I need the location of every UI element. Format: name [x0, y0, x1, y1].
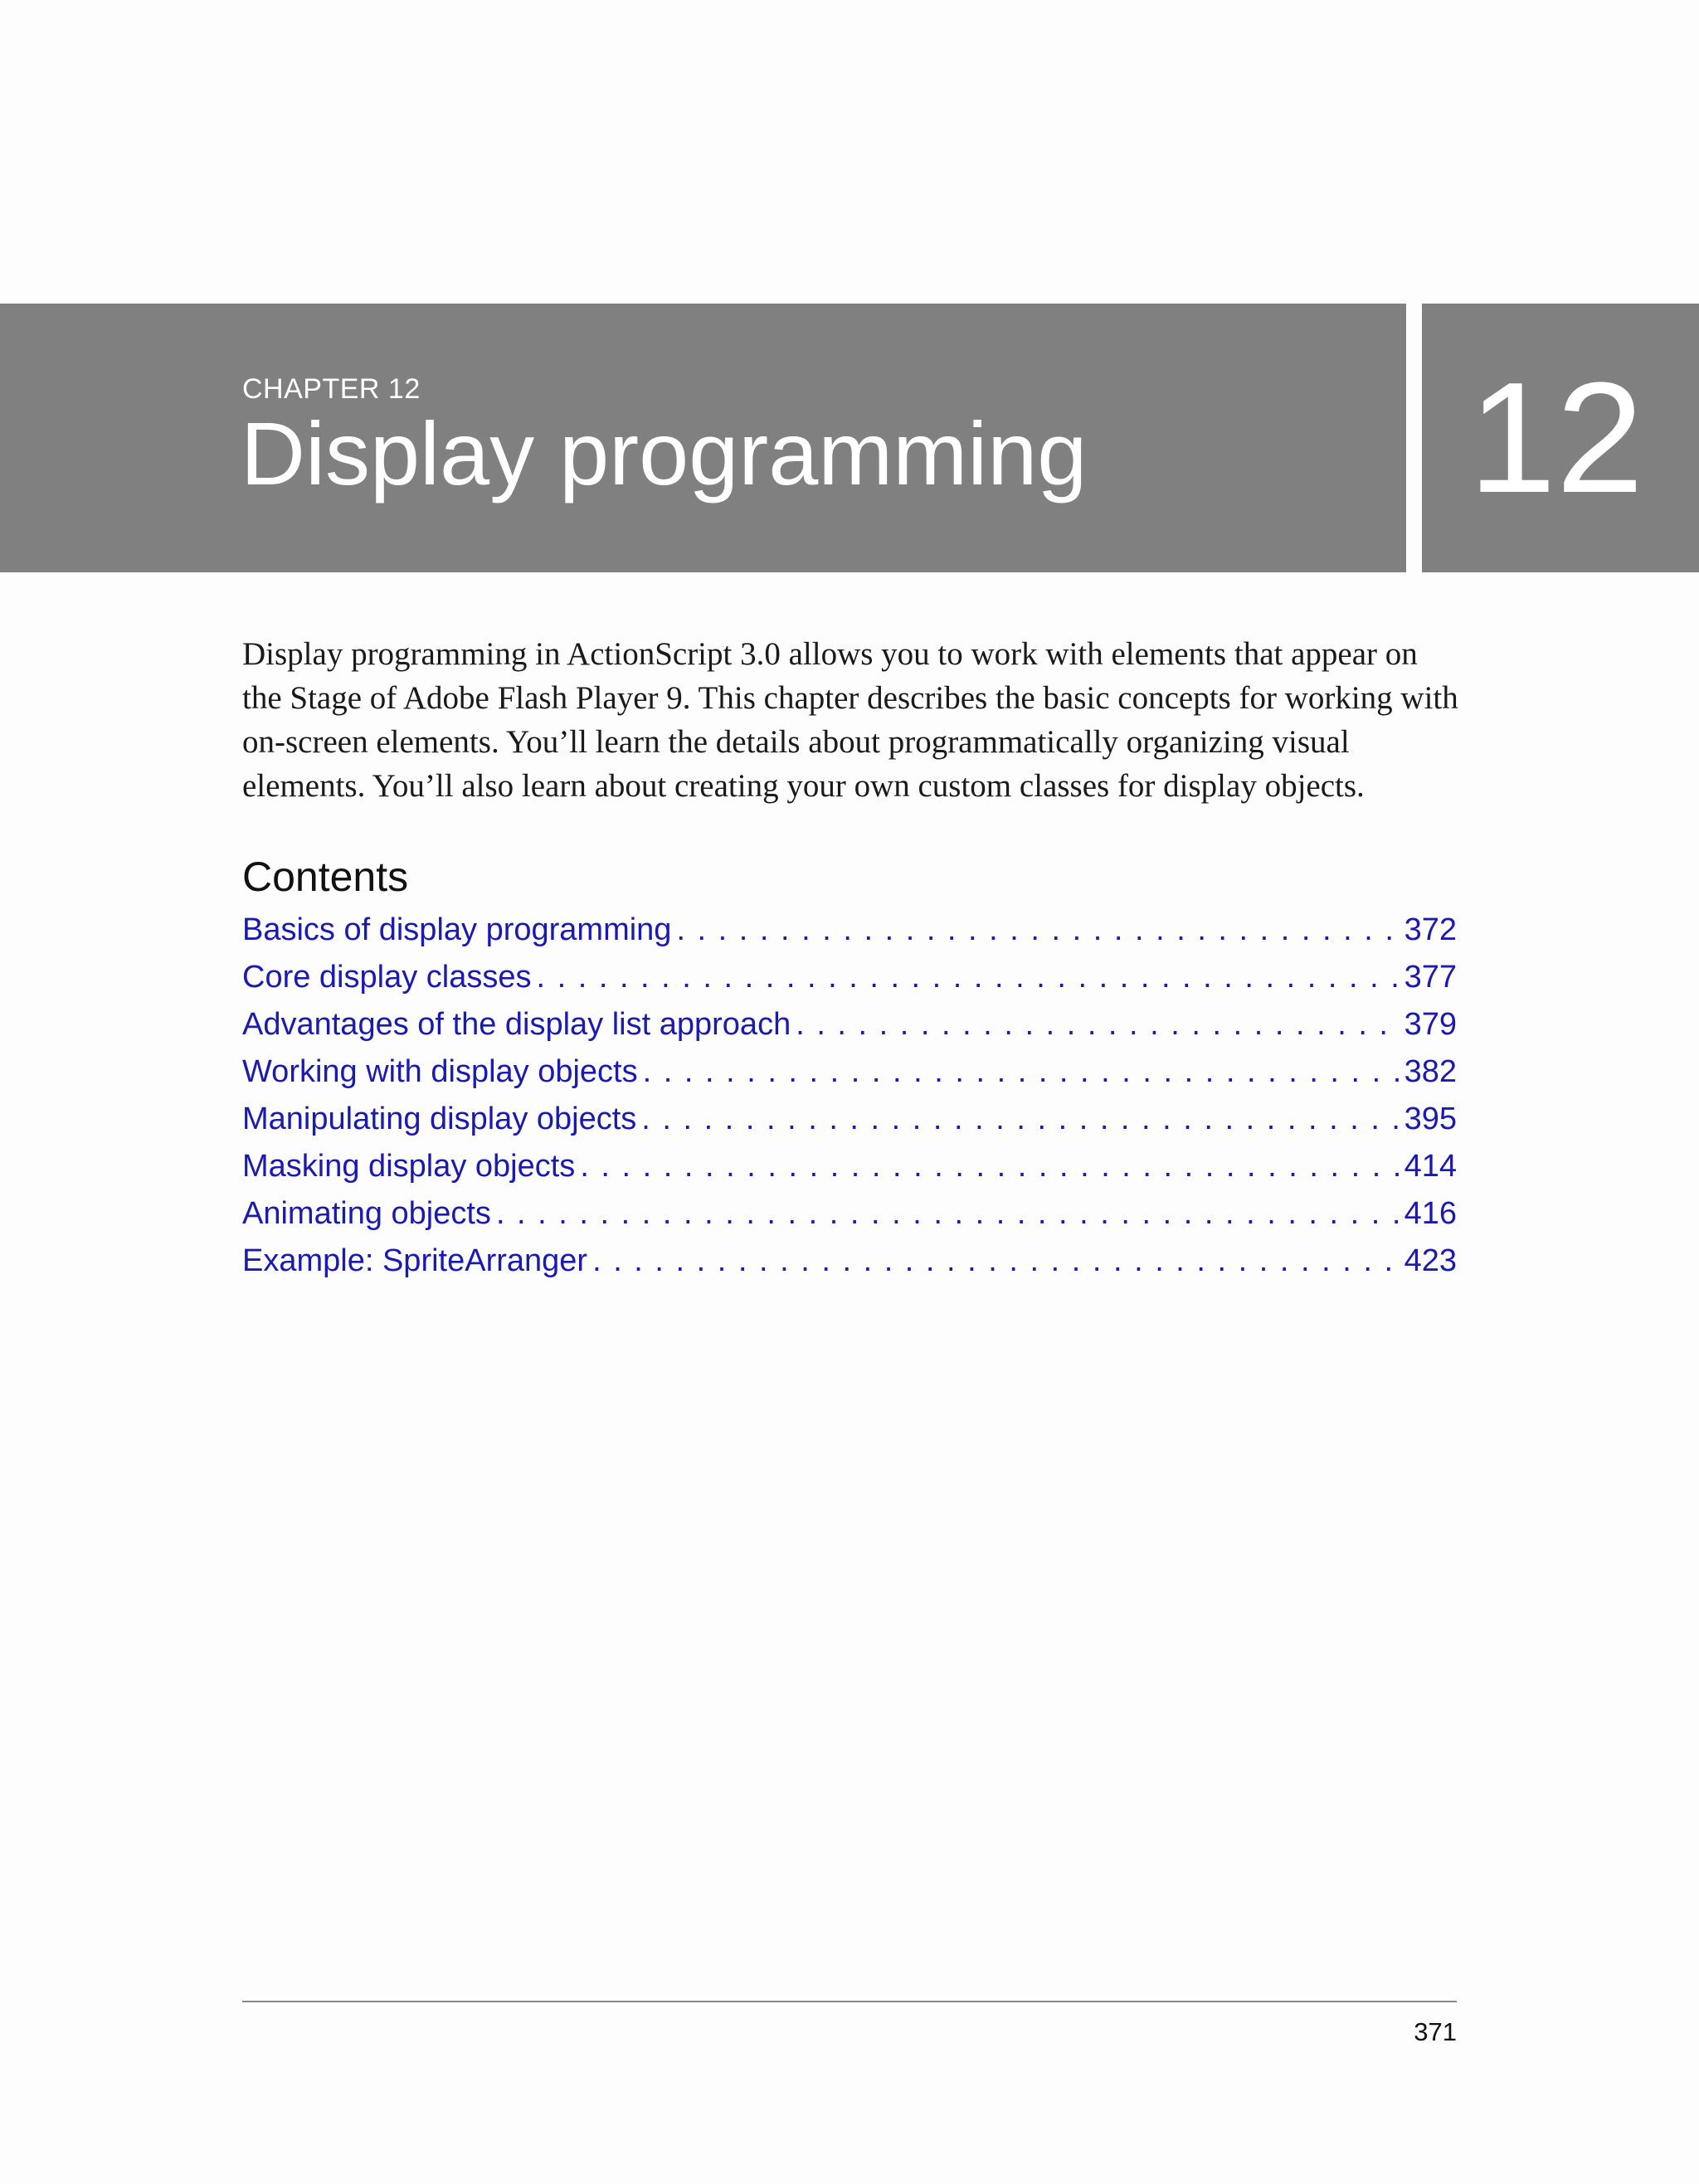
- toc-dot-leader: [496, 1196, 1400, 1232]
- toc-dot-leader: [536, 960, 1399, 995]
- toc-item-page[interactable]: 372: [1404, 912, 1457, 947]
- toc-item-label[interactable]: Animating objects: [242, 1196, 491, 1231]
- toc-item-page[interactable]: 416: [1404, 1196, 1457, 1231]
- page-number: 371: [1414, 2017, 1457, 2046]
- toc-item-label[interactable]: Advantages of the display list approach: [242, 1007, 791, 1042]
- toc-item-page[interactable]: 395: [1404, 1102, 1457, 1136]
- toc-item-label[interactable]: Manipulating display objects: [242, 1102, 637, 1136]
- toc-dot-leader: [592, 1243, 1400, 1279]
- toc-item-working[interactable]: [242, 1054, 1457, 1102]
- intro-paragraph: Display programming in ActionScript 3.0 allows you to work with elements that appear on the Stage of Adobe Flash Player 9. This chapter describes the basic concepts for working with on-screen elements. You’ll learn the details about programmatically organizing visual elements. You’ll also learn about creating your own custom classes for display objects.: [242, 636, 1458, 804]
- table-of-contents: [242, 912, 1457, 1291]
- footer-rule: [242, 2001, 1457, 2002]
- toc-dot-leader: [641, 1102, 1399, 1137]
- chapter-kicker: CHAPTER 12: [242, 373, 421, 405]
- toc-item-label[interactable]: Working with display objects: [242, 1054, 638, 1089]
- toc-item-animating[interactable]: [242, 1196, 1457, 1243]
- toc-item-page[interactable]: 414: [1404, 1149, 1457, 1184]
- contents-heading: Contents: [242, 854, 409, 900]
- toc-item-example[interactable]: [242, 1243, 1457, 1291]
- toc-item-label[interactable]: Example: SpriteArranger: [242, 1243, 588, 1278]
- toc-item-masking[interactable]: [242, 1149, 1457, 1196]
- toc-item-page[interactable]: 423: [1404, 1243, 1457, 1278]
- toc-item-advantages[interactable]: [242, 1007, 1457, 1054]
- toc-item-basics[interactable]: [242, 912, 1457, 960]
- chapter-number: 12: [1468, 350, 1644, 526]
- toc-dot-leader: [580, 1149, 1399, 1184]
- toc-item-page[interactable]: 382: [1404, 1054, 1457, 1089]
- toc-item-label[interactable]: Core display classes: [242, 960, 532, 995]
- chapter-title: Display programming: [241, 403, 1088, 503]
- toc-item-page[interactable]: 377: [1404, 960, 1457, 995]
- toc-dot-leader: [643, 1054, 1400, 1090]
- toc-item-page[interactable]: 379: [1404, 1007, 1457, 1042]
- toc-dot-leader: [676, 912, 1399, 948]
- toc-item-label[interactable]: Masking display objects: [242, 1149, 576, 1184]
- toc-item-manipulating[interactable]: [242, 1102, 1457, 1149]
- toc-item-core-classes[interactable]: [242, 960, 1457, 1007]
- toc-dot-leader: [796, 1007, 1399, 1043]
- toc-item-label[interactable]: Basics of display programming: [242, 912, 672, 947]
